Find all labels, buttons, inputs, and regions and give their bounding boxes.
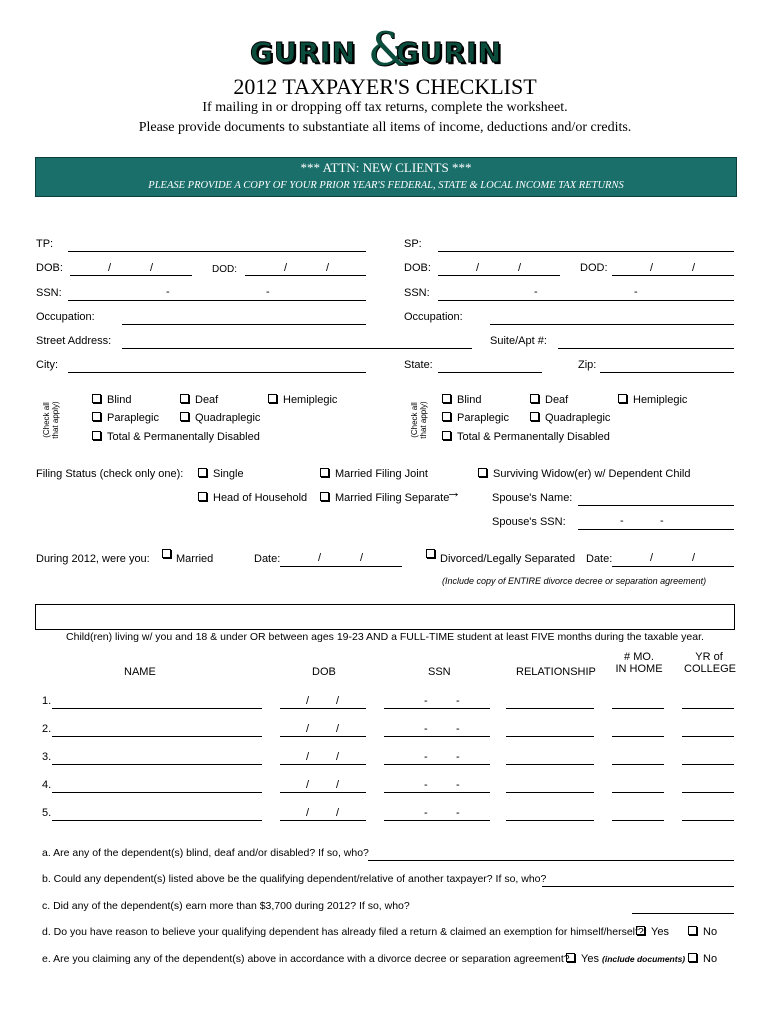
blind-label: Blind: [457, 394, 482, 406]
slash: /: [284, 262, 288, 274]
sp-name-field[interactable]: [438, 251, 734, 252]
sp-label: SP:: [404, 238, 422, 250]
checkbox-icon: [92, 412, 101, 421]
slash: /: [318, 552, 322, 564]
ssn-dash: -: [166, 286, 170, 298]
checkbox-icon: [688, 926, 697, 935]
slash: /: [650, 262, 654, 274]
single-checkbox[interactable]: [198, 468, 244, 480]
checkbox-icon: [530, 412, 539, 421]
state-field[interactable]: [438, 372, 542, 373]
check-all-note-sp: (Check all that apply): [410, 401, 428, 439]
checkbox-icon: [566, 953, 575, 962]
ssn-dash: -: [620, 515, 624, 527]
mfs-checkbox[interactable]: [320, 492, 449, 504]
slash: /: [360, 552, 364, 564]
company-logo: [250, 22, 522, 76]
child-name-field[interactable]: [52, 736, 262, 737]
question-d: d. Do you have reason to believe your qualifying dependent has already filed a return & claimed an exemption for himself/herself?: [42, 926, 644, 938]
tp-occupation-label: Occupation:: [36, 311, 95, 323]
filing-status-label: Filing Status (check only one):: [36, 468, 184, 480]
logo-ampersand: &: [368, 22, 409, 76]
child-college-year-field[interactable]: [682, 708, 734, 709]
married-label: Married: [176, 553, 214, 565]
mfs-label: Married Filing Separate: [335, 492, 450, 504]
row-number: 3.: [42, 751, 52, 763]
hemiplegic-label: Hemiplegic: [283, 394, 338, 406]
checkbox-icon: [442, 412, 451, 421]
child-relationship-field[interactable]: [506, 708, 594, 709]
question-c: c. Did any of the dependent(s) earn more than $3,700 during 2012? If so, who?: [42, 900, 410, 912]
sp-hemiplegic-checkbox[interactable]: [618, 394, 687, 406]
col-name-header: NAME: [124, 666, 156, 678]
sp-disabled-checkbox[interactable]: [442, 431, 610, 443]
logo-word-left: GURIN: [250, 36, 357, 69]
checkbox-icon: [636, 926, 645, 935]
child-ssn-field[interactable]: [384, 736, 490, 737]
child-college-year-field[interactable]: [682, 764, 734, 765]
single-label: Single: [213, 468, 244, 480]
city-field[interactable]: [68, 372, 366, 373]
yr-line-2: COLLEGE: [684, 663, 736, 675]
sp-occupation-field[interactable]: [490, 324, 734, 325]
hemiplegic-label: Hemiplegic: [633, 394, 688, 406]
empty-input-box[interactable]: [35, 604, 735, 630]
slash: /: [650, 552, 654, 564]
tp-paraplegic-checkbox[interactable]: [92, 412, 159, 424]
divorced-date-label: Date:: [586, 553, 613, 565]
ssn-dash: -: [266, 286, 270, 298]
divorced-label: Divorced/Legally Separated: [440, 553, 576, 565]
tp-disabled-checkbox[interactable]: [92, 431, 260, 443]
child-months-field[interactable]: [612, 764, 664, 765]
child-relationship-field[interactable]: [506, 764, 594, 765]
yes-label: Yes: [581, 953, 599, 965]
tp-label: TP:: [36, 238, 54, 250]
checkbox-icon: [426, 549, 435, 558]
form-title: 2012 TAXPAYER'S CHECKLIST: [233, 74, 537, 99]
no-label: No: [703, 926, 718, 938]
slash: /: [336, 751, 340, 763]
child-ssn-field[interactable]: [384, 792, 490, 793]
married-checkbox[interactable]: [162, 549, 177, 561]
divorced-date-field[interactable]: [612, 566, 734, 567]
hoh-label: Head of Household: [213, 492, 308, 504]
tp-deaf-checkbox[interactable]: [180, 394, 218, 406]
widow-label: Surviving Widow(er) w/ Dependent Child: [493, 468, 691, 480]
sp-dob-label: DOB:: [404, 262, 431, 274]
checkbox-icon: [92, 431, 101, 440]
checkbox-icon: [198, 492, 207, 501]
quadraplegic-label: Quadraplegic: [195, 412, 261, 424]
child-relationship-field[interactable]: [506, 736, 594, 737]
child-relationship-field[interactable]: [506, 792, 594, 793]
col-yr-header: [684, 651, 734, 675]
paraplegic-label: Paraplegic: [457, 412, 509, 424]
zip-field[interactable]: [600, 372, 734, 373]
spouse-ssn-field[interactable]: [578, 529, 734, 530]
mo-line-1: # MO.: [624, 651, 654, 663]
total-disabled-label: Total & Permanentally Disabled: [107, 431, 260, 443]
checkbox-icon: [180, 394, 189, 403]
child-college-year-field[interactable]: [682, 792, 734, 793]
child-college-year-field[interactable]: [682, 736, 734, 737]
checkbox-icon: [92, 394, 101, 403]
col-ssn-header: SSN: [428, 666, 451, 678]
during-2012-label: During 2012, were you:: [36, 553, 150, 565]
slash: /: [306, 723, 310, 735]
ssn-dash: -: [456, 695, 460, 707]
total-disabled-label: Total & Permanentally Disabled: [457, 431, 610, 443]
child-name-field[interactable]: [52, 820, 262, 821]
blind-label: Blind: [107, 394, 132, 406]
question-c-field[interactable]: [632, 913, 734, 914]
child-ssn-field[interactable]: [384, 820, 490, 821]
sp-ssn-field[interactable]: [438, 300, 734, 301]
quadraplegic-label: Quadraplegic: [545, 412, 611, 424]
checkbox-icon: [618, 394, 627, 403]
question-d-no-checkbox[interactable]: [688, 926, 717, 938]
city-label: City:: [36, 359, 58, 371]
checkbox-icon: [198, 468, 207, 477]
sp-dob-field[interactable]: [438, 275, 560, 276]
child-months-field[interactable]: [612, 736, 664, 737]
tp-ssn-label: SSN:: [36, 287, 62, 299]
sp-occupation-label: Occupation:: [404, 311, 463, 323]
spouse-name-label: Spouse's Name:: [492, 492, 573, 504]
question-a-field[interactable]: [368, 860, 734, 861]
child-name-field[interactable]: [52, 792, 262, 793]
slash: /: [336, 807, 340, 819]
checkbox-icon: [162, 549, 171, 558]
married-date-field[interactable]: [280, 566, 402, 567]
tp-name-field[interactable]: [68, 251, 366, 252]
slash: /: [336, 695, 340, 707]
ssn-dash: -: [424, 751, 428, 763]
child-name-field[interactable]: [52, 764, 262, 765]
row-number: 4.: [42, 779, 52, 791]
spouse-ssn-label: Spouse's SSN:: [492, 516, 566, 528]
deaf-label: Deaf: [195, 394, 219, 406]
married-date-label: Date:: [254, 553, 281, 565]
ssn-dash: -: [534, 286, 538, 298]
ssn-dash: -: [424, 695, 428, 707]
slash: /: [692, 262, 696, 274]
col-dob-header: DOB: [312, 666, 336, 678]
slash: /: [336, 779, 340, 791]
child-college-year-field[interactable]: [682, 820, 734, 821]
slash: /: [306, 807, 310, 819]
child-dob-field[interactable]: [280, 820, 366, 821]
slash: /: [326, 262, 330, 274]
check-all-note-tp: (Check all that apply): [42, 401, 60, 439]
slash: /: [336, 723, 340, 735]
sp-paraplegic-checkbox[interactable]: [442, 412, 509, 424]
checkbox-icon: [530, 394, 539, 403]
checkbox-icon: [442, 394, 451, 403]
col-relationship-header: RELATIONSHIP: [516, 666, 596, 678]
checkbox-icon: [320, 468, 329, 477]
child-months-field[interactable]: [612, 792, 664, 793]
intro-line-2: Please provide documents to substantiate all items of income, deductions and/or credits.: [138, 120, 632, 135]
ssn-dash: -: [424, 779, 428, 791]
slash: /: [692, 552, 696, 564]
child-months-field[interactable]: [612, 820, 664, 821]
ssn-dash: -: [424, 723, 428, 735]
ssn-dash: -: [424, 807, 428, 819]
sp-blind-checkbox[interactable]: [442, 394, 481, 406]
spouse-name-field[interactable]: [578, 505, 734, 506]
checkbox-icon: [688, 953, 697, 962]
ssn-dash: -: [456, 751, 460, 763]
zip-label: Zip:: [578, 359, 597, 371]
tp-dob-label: DOB:: [36, 262, 63, 274]
child-name-field[interactable]: [52, 708, 262, 709]
sp-quadraplegic-checkbox[interactable]: [530, 412, 610, 424]
child-ssn-field[interactable]: [384, 708, 490, 709]
tp-occupation-field[interactable]: [122, 324, 366, 325]
yr-line-1: YR of: [695, 651, 723, 663]
ssn-dash: -: [456, 779, 460, 791]
mfj-checkbox[interactable]: [320, 468, 428, 480]
tp-dod-label: DOD:: [212, 264, 237, 275]
child-relationship-field[interactable]: [506, 820, 594, 821]
intro-line-1: If mailing in or dropping off tax returns, complete the worksheet.: [202, 100, 568, 115]
sp-dod-field[interactable]: [612, 275, 734, 276]
state-label: State:: [404, 359, 433, 371]
tp-dod-field[interactable]: [245, 275, 366, 276]
yes-label: Yes: [651, 926, 669, 938]
question-b-field[interactable]: [542, 886, 734, 887]
question-e-no-checkbox[interactable]: [688, 953, 717, 965]
divorced-checkbox[interactable]: [426, 549, 441, 561]
child-dob-field[interactable]: [280, 792, 366, 793]
question-a: a. Are any of the dependent(s) blind, deaf and/or disabled? If so, who?: [42, 847, 369, 859]
tp-ssn-field[interactable]: [68, 300, 366, 301]
include-docs-note: (include documents): [602, 954, 686, 964]
paraplegic-label: Paraplegic: [107, 412, 159, 424]
slash: /: [476, 262, 480, 274]
checkbox-icon: [478, 468, 487, 477]
row-number: 5.: [42, 807, 52, 819]
widow-checkbox[interactable]: [478, 468, 690, 480]
divorce-decree-note: (Include copy of ENTIRE divorce decree or separation agreement): [442, 576, 707, 586]
child-months-field[interactable]: [612, 708, 664, 709]
slash: /: [306, 751, 310, 763]
question-b: b. Could any dependent(s) listed above be the qualifying dependent/relative of another taxpayer? If so, who?: [42, 873, 547, 885]
mfj-label: Married Filing Joint: [335, 468, 428, 480]
mo-line-2: IN HOME: [615, 663, 663, 675]
sp-deaf-checkbox[interactable]: [530, 394, 568, 406]
children-intro: Child(ren) living w/ you and 18 & under OR between ages 19-23 AND a FULL-TIME student at least FIVE months during the taxable year.: [66, 631, 704, 643]
tp-quadraplegic-checkbox[interactable]: [180, 412, 260, 424]
hoh-checkbox[interactable]: [198, 492, 307, 504]
row-number: 2.: [42, 723, 52, 735]
slash: /: [306, 779, 310, 791]
child-dob-field[interactable]: [280, 764, 366, 765]
row-number: 1.: [42, 695, 52, 707]
tp-blind-checkbox[interactable]: [92, 394, 131, 406]
tp-dob-field[interactable]: [70, 275, 192, 276]
col-mo-header: [614, 651, 664, 675]
no-label: No: [703, 953, 718, 965]
sp-ssn-label: SSN:: [404, 287, 430, 299]
child-dob-field[interactable]: [280, 736, 366, 737]
banner-subtext: PLEASE PROVIDE A COPY OF YOUR PRIOR YEAR'S FEDERAL, STATE & LOCAL INCOME TAX RETURNS: [148, 180, 624, 191]
checkbox-icon: [442, 431, 451, 440]
checkbox-icon: [320, 492, 329, 501]
street-field[interactable]: [122, 348, 472, 349]
question-d-yes-checkbox[interactable]: [636, 926, 669, 938]
suite-label: Suite/Apt #:: [490, 335, 547, 347]
banner-attn: *** ATTN: NEW CLIENTS ***: [300, 160, 472, 175]
new-clients-banner: [35, 157, 737, 197]
child-ssn-field[interactable]: [384, 764, 490, 765]
logo-word-right: GURIN: [396, 36, 503, 69]
question-e: e. Are you claiming any of the dependent(s) above in accordance with a divorce decree or separation agreement?: [42, 953, 570, 965]
suite-field[interactable]: [558, 348, 734, 349]
slash: /: [150, 262, 154, 274]
checkbox-icon: [268, 394, 277, 403]
ssn-dash: -: [456, 723, 460, 735]
question-e-yes-checkbox[interactable]: [566, 953, 685, 965]
arrow-right-icon: →: [446, 484, 461, 501]
ssn-dash: -: [660, 515, 664, 527]
slash: /: [108, 262, 112, 274]
slash: /: [518, 262, 522, 274]
ssn-dash: -: [634, 286, 638, 298]
deaf-label: Deaf: [545, 394, 569, 406]
sp-dod-label: DOD:: [580, 262, 608, 274]
child-dob-field[interactable]: [280, 708, 366, 709]
slash: /: [306, 695, 310, 707]
tp-hemiplegic-checkbox[interactable]: [268, 394, 337, 406]
ssn-dash: -: [456, 807, 460, 819]
checkbox-icon: [180, 412, 189, 421]
street-label: Street Address:: [36, 335, 112, 347]
